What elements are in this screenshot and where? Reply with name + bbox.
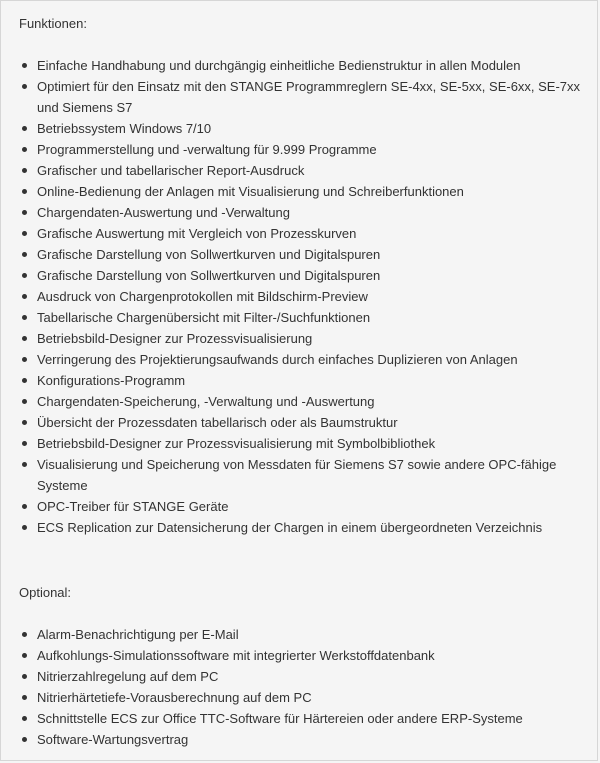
list-item-text: Grafische Darstellung von Sollwertkurven und Digitalspuren bbox=[37, 247, 381, 262]
bullet-icon bbox=[22, 189, 27, 194]
section-heading-optional: Optional: bbox=[19, 585, 72, 600]
bullet-icon bbox=[22, 126, 27, 131]
bullet-icon bbox=[22, 420, 27, 425]
feature-list-item bbox=[1, 244, 591, 265]
feature-list-item bbox=[1, 118, 591, 139]
bullet-icon bbox=[22, 273, 27, 278]
list-item-text: Programmerstellung und -verwaltung für 9.999 Programme bbox=[37, 142, 377, 157]
feature-list-item bbox=[1, 307, 591, 328]
optional-list-item bbox=[1, 645, 591, 666]
optional-list-item bbox=[1, 687, 591, 708]
list-item-text: Chargendaten-Auswertung und -Verwaltung bbox=[37, 205, 290, 220]
list-item-text: Visualisierung und Speicherung von Messdaten für Siemens S7 sowie andere OPC-fähige Systeme bbox=[37, 457, 557, 493]
list-item-text: Software-Wartungsvertrag bbox=[37, 732, 189, 747]
feature-list bbox=[1, 55, 591, 538]
section-heading-funktionen: Funktionen: bbox=[19, 16, 87, 31]
list-item-text: Verringerung des Projektierungsaufwands durch einfaches Duplizieren von Anlagen bbox=[37, 352, 518, 367]
feature-list-item bbox=[1, 202, 591, 223]
bullet-icon bbox=[22, 399, 27, 404]
feature-list-item bbox=[1, 139, 591, 160]
feature-list-item bbox=[1, 160, 591, 181]
list-item-text: Nitrierzahlregelung auf dem PC bbox=[37, 669, 219, 684]
bullet-icon bbox=[22, 210, 27, 215]
bullet-icon bbox=[22, 653, 27, 658]
list-item-text: Nitrierhärtetiefe-Vorausberechnung auf dem PC bbox=[37, 690, 312, 705]
bullet-icon bbox=[22, 737, 27, 742]
bullet-icon bbox=[22, 504, 27, 509]
feature-list-item bbox=[1, 370, 591, 391]
feature-list-item bbox=[1, 76, 591, 118]
feature-list-item bbox=[1, 412, 591, 433]
feature-list-item bbox=[1, 328, 591, 349]
bullet-icon bbox=[22, 231, 27, 236]
list-item-text: Übersicht der Prozessdaten tabellarisch oder als Baumstruktur bbox=[37, 415, 398, 430]
feature-list-item bbox=[1, 265, 591, 286]
list-item-text: OPC-Treiber für STANGE Geräte bbox=[37, 499, 229, 514]
bullet-icon bbox=[22, 357, 27, 362]
bullet-icon bbox=[22, 695, 27, 700]
list-item-text: Grafische Darstellung von Sollwertkurven und Digitalspuren bbox=[37, 268, 381, 283]
feature-list-item bbox=[1, 55, 591, 76]
bullet-icon bbox=[22, 63, 27, 68]
feature-list-item bbox=[1, 496, 591, 517]
bullet-icon bbox=[22, 378, 27, 383]
feature-list-item bbox=[1, 454, 591, 496]
list-item-text: Betriebssystem Windows 7/10 bbox=[37, 121, 212, 136]
bullet-icon bbox=[22, 674, 27, 679]
bullet-icon bbox=[22, 462, 27, 467]
list-item-text: Betriebsbild-Designer zur Prozessvisualisierung bbox=[37, 331, 313, 346]
bullet-icon bbox=[22, 147, 27, 152]
list-item-text: Konfigurations-Programm bbox=[37, 373, 186, 388]
feature-list-item bbox=[1, 181, 591, 202]
optional-list-item bbox=[1, 729, 591, 750]
bullet-icon bbox=[22, 84, 27, 89]
bullet-icon bbox=[22, 716, 27, 721]
bullet-icon bbox=[22, 632, 27, 637]
feature-list-item bbox=[1, 349, 591, 370]
optional-list bbox=[1, 624, 591, 750]
feature-list-item bbox=[1, 286, 591, 307]
optional-list-item bbox=[1, 708, 591, 729]
list-item-text: Ausdruck von Chargenprotokollen mit Bildschirm-Preview bbox=[37, 289, 368, 304]
bullet-icon bbox=[22, 441, 27, 446]
list-item-text: Chargendaten-Speicherung, -Verwaltung und -Auswertung bbox=[37, 394, 375, 409]
feature-list-item bbox=[1, 517, 591, 538]
list-item-text: Betriebsbild-Designer zur Prozessvisualisierung mit Symbolbibliothek bbox=[37, 436, 436, 451]
list-item-text: Aufkohlungs-Simulationssoftware mit integrierter Werkstoffdatenbank bbox=[37, 648, 435, 663]
feature-list-item bbox=[1, 223, 591, 244]
bullet-icon bbox=[22, 525, 27, 530]
list-item-text: ECS Replication zur Datensicherung der Chargen in einem übergeordneten Verzeichnis bbox=[37, 520, 543, 535]
list-item-text: Tabellarische Chargenübersicht mit Filter-/Suchfunktionen bbox=[37, 310, 371, 325]
list-item-text: Alarm-Benachrichtigung per E-Mail bbox=[37, 627, 239, 642]
bullet-icon bbox=[22, 294, 27, 299]
optional-list-item bbox=[1, 666, 591, 687]
feature-list-item bbox=[1, 391, 591, 412]
list-item-text: Optimiert für den Einsatz mit den STANGE Programmreglern SE-4xx, SE-5xx, SE-6xx, SE-7xx und Siemens S7 bbox=[37, 79, 581, 115]
optional-list-item bbox=[1, 624, 591, 645]
list-item-text: Online-Bedienung der Anlagen mit Visualisierung und Schreiberfunktionen bbox=[37, 184, 464, 199]
list-item-text: Einfache Handhabung und durchgängig einheitliche Bedienstruktur in allen Modulen bbox=[37, 58, 521, 73]
bullet-icon bbox=[22, 252, 27, 257]
list-item-text: Grafischer und tabellarischer Report-Ausdruck bbox=[37, 163, 305, 178]
bullet-icon bbox=[22, 336, 27, 341]
bullet-icon bbox=[22, 168, 27, 173]
list-item-text: Grafische Auswertung mit Vergleich von Prozesskurven bbox=[37, 226, 357, 241]
list-item-text: Schnittstelle ECS zur Office TTC-Software für Härtereien oder andere ERP-Systeme bbox=[37, 711, 523, 726]
bullet-icon bbox=[22, 315, 27, 320]
feature-list-item bbox=[1, 433, 591, 454]
